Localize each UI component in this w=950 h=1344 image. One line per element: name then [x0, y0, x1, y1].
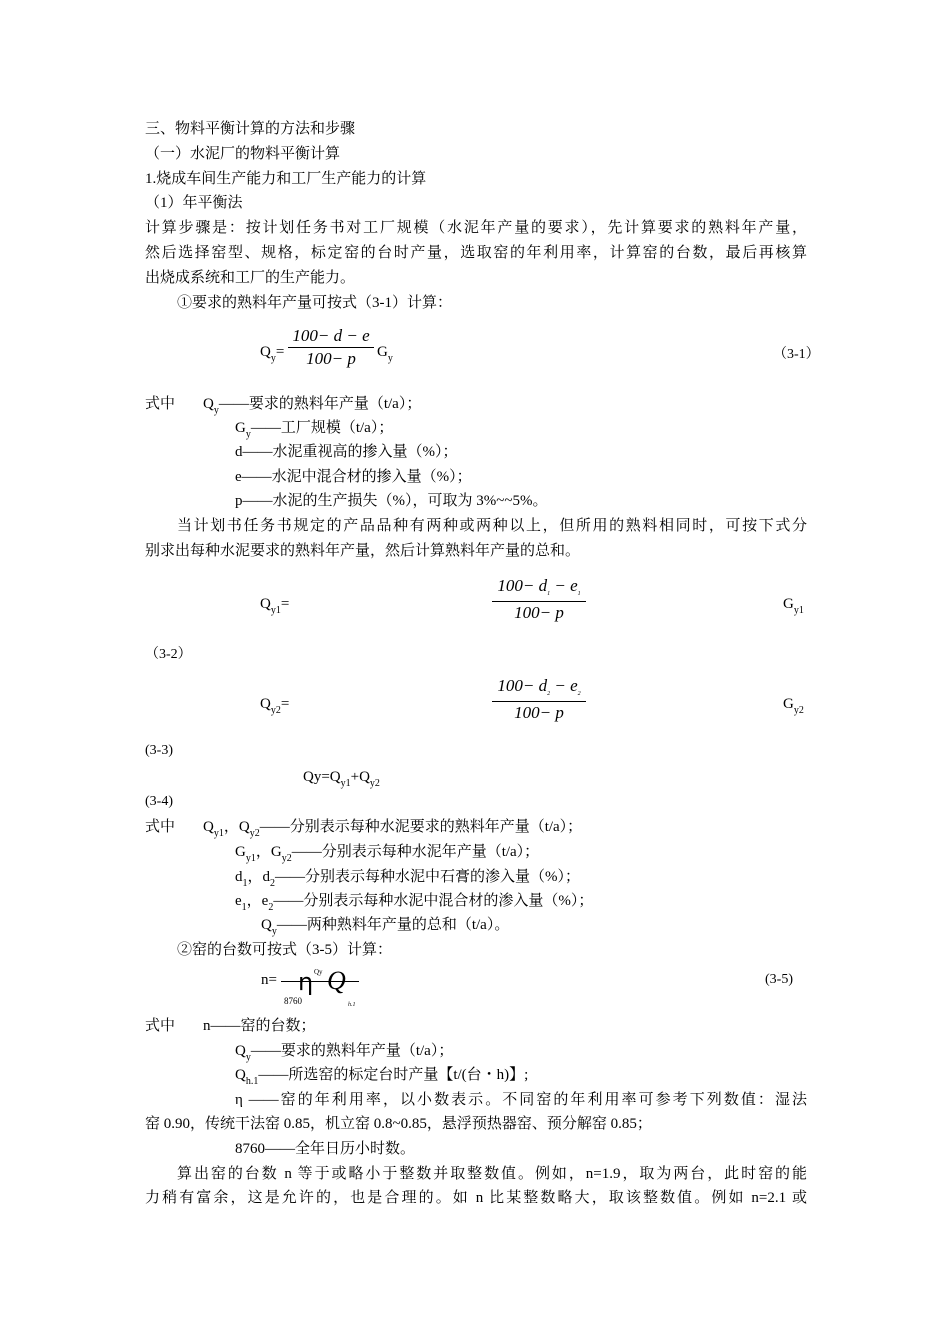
legend1-g: $G_y——$工厂规模（t/a）； — [235, 420, 394, 440]
subsection-heading-3: （1）年平衡法 — [145, 195, 243, 211]
para2-line-2: 别求出每种水泥要求的熟料年产量，然后计算熟料年产量的总和。 — [145, 543, 581, 559]
eq31-number: （3-1） — [773, 347, 820, 362]
eq32-rhs: $G_{y1}$ — [783, 596, 804, 616]
legend2-line-3: $d_1$，$d_2——$分别表示每种水泥中石膏的渗入量（%）； — [235, 869, 581, 889]
subsection-heading-2: 1.烧成车间生产能力和工厂生产能力的计算 — [145, 171, 427, 187]
legend3-qh: $Q_{h.1}——$所选窑的标定台时产量【t/(台・h)】; — [235, 1067, 529, 1087]
step-1-text: ①要求的熟料年产量可按式（3-1）计算： — [177, 295, 452, 311]
eq33-lhs: $Q_{y2}=$ — [260, 696, 290, 716]
eq33-fraction: $100- d_2 - e_2$ 100− p — [492, 675, 586, 724]
eq32-number: （3-2） — [145, 647, 192, 662]
legend3-prefix: 式中 — [145, 1018, 176, 1034]
legend2-line-4: $e_1$，$e_2——$分别表示每种水泥中混合材的渗入量（%）； — [235, 893, 594, 913]
eq35-bottom-left: 8760 — [284, 996, 302, 1006]
eq35-top-small: Qy — [314, 968, 323, 976]
eq35-fraction-bar — [281, 981, 359, 982]
legend1-e: e——水泥中混合材的掺入量（%）； — [235, 469, 472, 485]
legend1-prefix: 式中 — [145, 396, 176, 412]
eq33-rhs: $G_{y2}$ — [783, 696, 804, 716]
subsection-heading: （一）水泥厂的物料平衡计算 — [145, 146, 341, 162]
intro-line-3: 出烧成系统和工厂的生产能力。 — [145, 270, 356, 286]
eq31-lhs: $Q_y=$ — [260, 344, 285, 364]
para3-line-2: 力稍有富余，这是允许的，也是合理的。如 n 比某整数略大，取该整数值。例如 n=2.1 或 — [145, 1190, 807, 1206]
legend3-hours: 8760——全年日历小时数。 — [235, 1141, 416, 1157]
eq35-lhs: n= — [261, 972, 277, 988]
legend2-line-2: $G_{y1}$，$G_{y2}——$分别表示每种水泥年产量（t/a）； — [235, 844, 540, 864]
equation-3-4: $Qy=Q_{y1}+Q_{y2}$ — [303, 769, 380, 789]
eq35-eta: η — [298, 968, 314, 996]
legend1-d: d——水泥重视高的掺入量（%）； — [235, 444, 458, 460]
eq31-fraction: 100− d − e 100− p — [288, 325, 374, 370]
step-2-text: ②窑的台数可按式（3-5）计算： — [177, 942, 392, 958]
legend3-n: n——窑的台数； — [203, 1018, 316, 1034]
eq33-number: (3-3) — [145, 743, 173, 758]
section-heading: 三、物料平衡计算的方法和步骤 — [145, 121, 356, 137]
eq32-lhs: $Q_{y1}=$ — [260, 596, 290, 616]
legend1-p: p——水泥的生产损失（%），可取为 3%~~5%。 — [235, 493, 548, 509]
legend2-line-1: $Q_{y1}$，$Q_{y2}——$分别表示每种水泥要求的熟料年产量（t/a）； — [203, 819, 583, 839]
legend2-prefix: 式中 — [145, 819, 176, 835]
legend1-q: $Q_y——$要求的熟料年产量（t/a）； — [203, 396, 422, 416]
eq31-rhs: $G_y$ — [377, 344, 393, 364]
legend3-eta-line-1: η ——窑的年利用率，以小数表示。不同窑的年利用率可参考下列数值：湿法 — [235, 1092, 807, 1108]
intro-line-1: 计算步骤是：按计划任务书对工厂规模（水泥年产量的要求），先计算要求的熟料年产量， — [145, 220, 807, 236]
intro-line-2: 然后选择窑型、规格，标定窑的台时产量，选取窑的年利用率，计算窑的台数，最后再核算 — [145, 245, 807, 261]
eq35-number: (3-5) — [765, 972, 793, 987]
eq34-number: (3-4) — [145, 794, 173, 809]
para3-line-1: 算出窑的台数 n 等于或略小于整数并取整数值。例如，n=1.9，取为两台，此时窑的能 — [177, 1166, 807, 1182]
legend2-line-5: $Q_y——$两种熟料年产量的总和（t/a）。 — [261, 917, 510, 937]
legend3-eta-line-2: 窑 0.90，传统干法窑 0.85，机立窑 0.8~0.85，悬浮预热器窑、预分解窑 0.85； — [145, 1116, 652, 1132]
eq35-q: Q — [327, 966, 346, 995]
eq32-fraction: $100- d_1 - e_1$ 100− p — [492, 575, 586, 624]
para2-line-1: 当计划书任务书规定的产品品种有两种或两种以上，但所用的熟料相同时，可按下式分 — [177, 518, 807, 534]
legend3-q: $Q_y——$要求的熟料年产量（t/a）； — [235, 1043, 454, 1063]
eq35-bottom-right: h.1 — [348, 1002, 356, 1008]
